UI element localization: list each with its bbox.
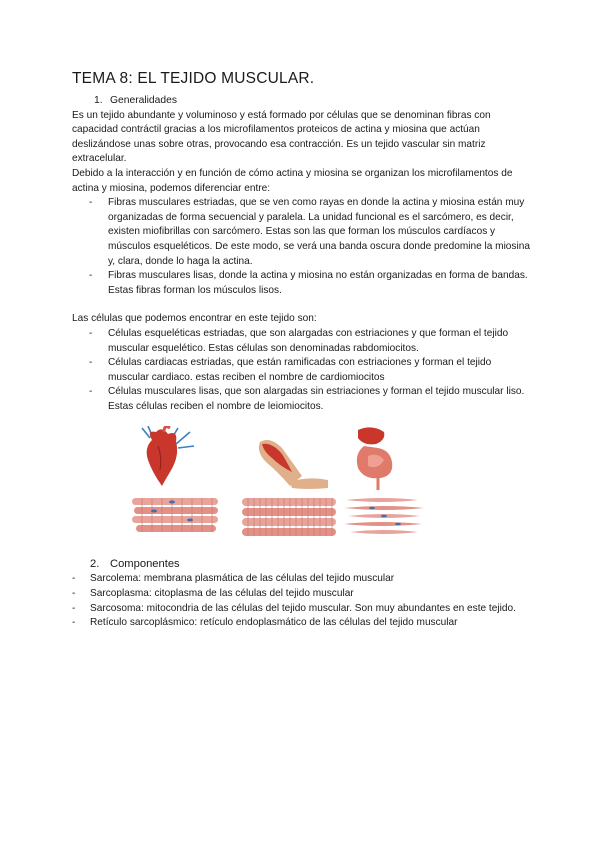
list-item: - Sarcosoma: mitocondria de las células del tejido muscular. Son muy abundantes en este tejido. [72, 602, 532, 617]
fiber-types-list [72, 196, 532, 298]
skeletal-muscle-tissue-icon [242, 498, 336, 536]
list-item: - Sarcoplasma: citoplasma de las células del tejido muscular [72, 587, 532, 602]
muscle-illustration-svg [132, 426, 492, 546]
digestive-organs-icon [357, 428, 392, 491]
list-item: - Células cardiacas estriadas, que están ramificadas con estriaciones y forman el tejido muscular cardiaco. estas reciben el nombre de cardiomiocitos [72, 356, 532, 385]
paragraph-intro: Es un tejido abundante y voluminoso y está formado por células que se denominan fibras con capacidad contráctil gracias a los microfilamentos proteicos de actina y miosina que actúan deslizándose unas sobre otras, provocando esa contracción. Es un tejido vascular sin matriz extracelular. [72, 109, 491, 165]
arm-muscle-icon [259, 440, 328, 489]
cell-types-list [72, 327, 532, 415]
list-item: - Fibras musculares estriadas, que se ven como rayas en donde la actina y miosina están muy organizadas de forma secuencial y paralela. La unidad funcional es el sarcómero, es decir, existen miofibrillas con sarcómero. Estas son las que forman los músculos cardíacos y músculos esqueléticos. De este modo, se verá una banda oscura donde predomine la miosina y, clara, donde lo haga la actina. [72, 196, 532, 269]
paragraph-interaction: Debido a la interacción y en función de cómo actina y miosina se organizan los microfilamentos de actina y miosina, podemos diferenciar entre: [72, 167, 513, 194]
list-item: - Células musculares lisas, que son alargadas sin estriaciones y forman el tejido muscular liso. Estas células reciben el nombre de leiomiocitos. [72, 385, 532, 414]
page-title: TEMA 8: EL TEJIDO MUSCULAR. [72, 70, 315, 87]
document-page [72, 70, 532, 631]
components-list [72, 572, 532, 630]
section-heading-generalidades: 1. Generalidades [94, 95, 177, 106]
list-item: - Retículo sarcoplásmico: retículo endoplasmático de las células del tejido muscular [72, 616, 532, 631]
smooth-muscle-tissue-icon [344, 498, 424, 534]
section-heading-componentes: 2. Componentes [90, 558, 180, 571]
list-item: - Sarcolema: membrana plasmática de las células del tejido muscular [72, 572, 532, 587]
muscle-types-illustration [72, 426, 532, 546]
cardiac-muscle-tissue-icon [132, 498, 218, 532]
paragraph-cells-intro: Las células que podemos encontrar en este tejido son: [72, 313, 317, 325]
heart-icon [142, 426, 194, 486]
list-item: - Fibras musculares lisas, donde la actina y miosina no están organizadas en forma de bandas. Estas fibras forman los músculos lisos. [72, 269, 532, 298]
list-item: - Células esqueléticas estriadas, que son alargadas con estriaciones y que forman el tejido muscular esquelético. Estas células son denominadas rabdomiocitos. [72, 327, 532, 356]
